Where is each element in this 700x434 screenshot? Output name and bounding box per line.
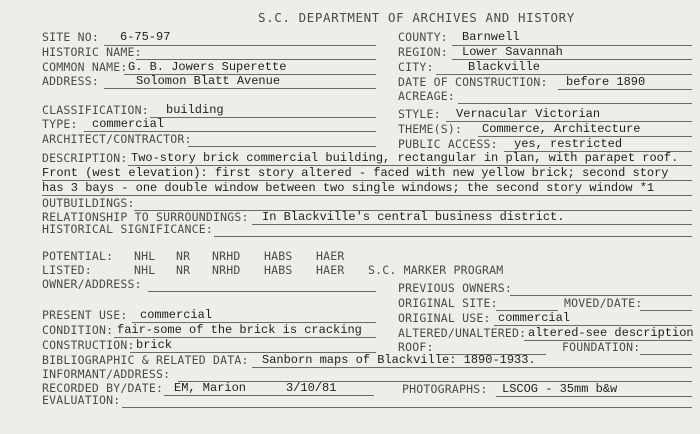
recorded-label: RECORDED BY/DATE: bbox=[42, 381, 164, 395]
public-access-label: PUBLIC ACCESS: bbox=[398, 137, 498, 151]
classification-label: CLASSIFICATION: bbox=[42, 103, 149, 117]
original-use-value: commercial bbox=[498, 311, 571, 325]
relationship-value: In Blackville's central business district. bbox=[262, 210, 565, 224]
address-value: Solomon Blatt Avenue bbox=[136, 74, 281, 88]
condition-value: fair-some of the brick is cracking bbox=[117, 323, 362, 337]
outbuildings-label: OUTBUILDINGS: bbox=[42, 196, 135, 210]
evaluation-rule bbox=[122, 407, 692, 408]
informant-label: INFORMANT/ADDRESS: bbox=[42, 367, 171, 381]
site-no-label: SITE NO: bbox=[42, 30, 99, 44]
date-of-construction-value: before 1890 bbox=[566, 75, 646, 89]
classification-rule bbox=[150, 117, 376, 118]
recorded-by-value: EM, Marion bbox=[174, 381, 247, 395]
biblio-label: BIBLIOGRAPHIC & RELATED DATA: bbox=[42, 353, 249, 367]
city-label: CITY: bbox=[398, 60, 434, 74]
potential-nrhd: NRHD bbox=[212, 249, 241, 263]
city-value: Blackville bbox=[468, 60, 541, 74]
listed-label: LISTED: bbox=[42, 263, 92, 277]
recorded-date-value: 3/10/81 bbox=[286, 381, 337, 395]
region-label: REGION: bbox=[398, 45, 448, 59]
description-line-1: Two-story brick commercial building, rectangular in plan, with parapet roof. bbox=[131, 151, 679, 165]
altered-value: altered-see description bbox=[528, 326, 694, 340]
county-label: COUNTY: bbox=[398, 30, 448, 44]
site-no-value: 6-75-97 bbox=[120, 30, 171, 44]
listed-nr: NR bbox=[176, 263, 191, 277]
previous-owners-label: PREVIOUS OWNERS: bbox=[398, 281, 512, 295]
date-of-construction-label: DATE OF CONSTRUCTION: bbox=[398, 75, 548, 89]
foundation-label: FOUNDATION: bbox=[562, 340, 641, 354]
construction-value: brick bbox=[136, 338, 173, 352]
style-value: Vernacular Victorian bbox=[456, 107, 601, 121]
address-label: ADDRESS: bbox=[42, 74, 99, 88]
architect-rule bbox=[188, 146, 376, 147]
present-use-value: commercial bbox=[140, 308, 213, 322]
owner-label: OWNER/ADDRESS: bbox=[42, 277, 142, 291]
description-line-2: Front (west elevation): first story altered - faced with new yellow brick; second story bbox=[42, 166, 669, 180]
potential-nr: NR bbox=[176, 249, 191, 263]
listed-habs: HABS bbox=[264, 263, 293, 277]
owner-rule bbox=[148, 291, 376, 292]
listed-nrhd: NRHD bbox=[212, 263, 241, 277]
county-value: Barnwell bbox=[462, 30, 520, 44]
classification-value: building bbox=[166, 103, 224, 117]
biblio-value: Sanborn maps of Blackville: 1890-1933. bbox=[262, 353, 536, 367]
marker-program-label: S.C. MARKER PROGRAM bbox=[368, 263, 504, 277]
photographs-label: PHOTOGRAPHS: bbox=[402, 382, 488, 396]
potential-haer: HAER bbox=[316, 249, 345, 263]
altered-label: ALTERED/UNALTERED: bbox=[398, 326, 527, 340]
acreage-label: ACREAGE: bbox=[398, 89, 455, 103]
moved-date-label: MOVED/DATE: bbox=[564, 296, 643, 310]
architect-label: ARCHITECT/CONTRACTOR: bbox=[42, 132, 192, 146]
present-use-label: PRESENT USE: bbox=[42, 308, 128, 322]
evaluation-label: EVALUATION: bbox=[42, 393, 121, 407]
significance-label: HISTORICAL SIGNIFICANCE: bbox=[42, 222, 213, 236]
moved-date-rule bbox=[640, 310, 692, 311]
acreage-rule bbox=[458, 103, 692, 104]
significance-rule bbox=[214, 236, 692, 237]
address-rule bbox=[104, 88, 376, 89]
common-name-value: G. B. Jowers Superette bbox=[128, 60, 287, 74]
original-use-label: ORIGINAL USE: bbox=[398, 311, 491, 325]
style-label: STYLE: bbox=[398, 107, 441, 121]
region-value: Lower Savannah bbox=[462, 45, 563, 59]
foundation-rule bbox=[640, 354, 692, 355]
biblio-rule bbox=[252, 367, 692, 368]
historic-name-label: HISTORIC NAME: bbox=[42, 45, 142, 59]
description-line-3: has 3 bays - one double window between two single windows; the second story window *1 bbox=[42, 181, 655, 195]
photographs-value: LSCOG - 35mm b&w bbox=[502, 382, 618, 396]
description-label: DESCRIPTION: bbox=[42, 151, 128, 165]
potential-label: POTENTIAL: bbox=[42, 249, 114, 263]
relationship-label: RELATIONSHIP TO SURROUNDINGS: bbox=[42, 210, 249, 224]
site-no-rule bbox=[104, 45, 376, 46]
card-title: S.C. DEPARTMENT OF ARCHIVES AND HISTORY bbox=[258, 10, 575, 25]
original-site-label: ORIGINAL SITE: bbox=[398, 296, 498, 310]
roof-label: ROOF: bbox=[398, 340, 434, 354]
common-name-label: COMMON NAME: bbox=[42, 60, 128, 74]
potential-nhl: NHL bbox=[134, 249, 156, 263]
type-label: TYPE: bbox=[42, 117, 78, 131]
theme-value: Commerce, Architecture bbox=[482, 122, 641, 136]
listed-haer: HAER bbox=[316, 263, 345, 277]
construction-label: CONSTRUCTION: bbox=[42, 338, 135, 352]
photographs-rule bbox=[496, 396, 692, 397]
recorded-rule bbox=[164, 395, 374, 396]
date-rule bbox=[558, 89, 692, 90]
potential-habs: HABS bbox=[264, 249, 293, 263]
listed-nhl: NHL bbox=[134, 263, 156, 277]
description-rule-3 bbox=[42, 195, 692, 196]
condition-label: CONDITION: bbox=[42, 323, 114, 337]
public-access-value: yes, restricted bbox=[514, 137, 623, 151]
theme-label: THEME(S): bbox=[398, 122, 463, 136]
type-value: commercial bbox=[92, 117, 165, 131]
relationship-rule bbox=[252, 224, 692, 225]
